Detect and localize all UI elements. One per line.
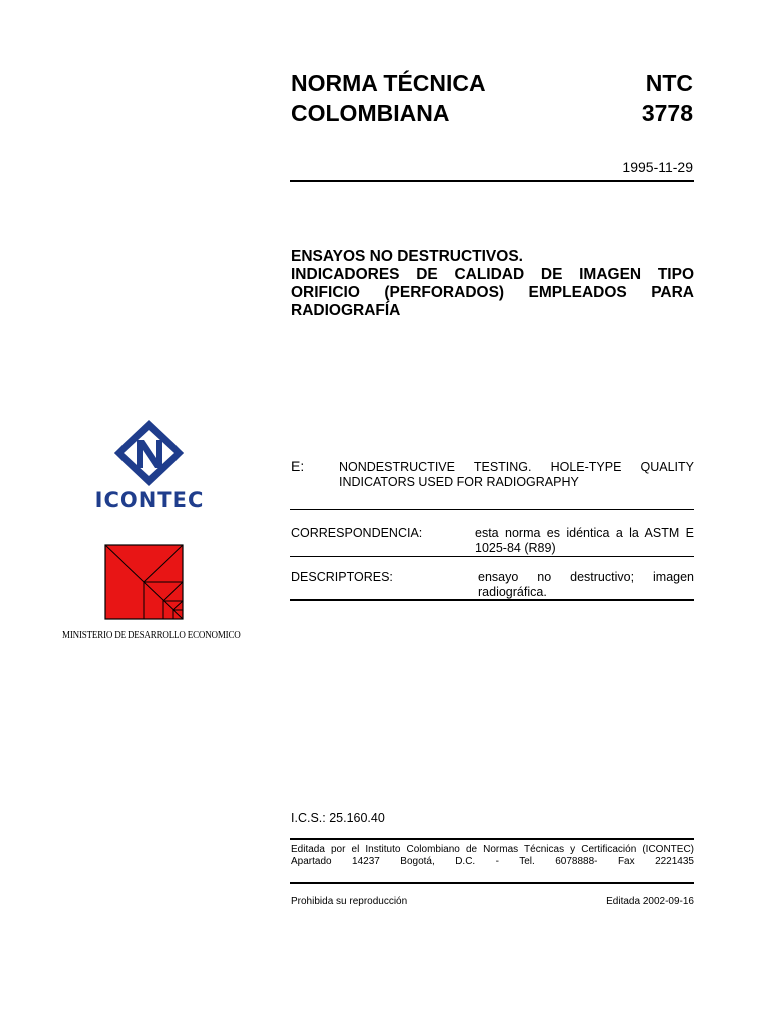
english-divider xyxy=(290,509,694,510)
descriptores-divider xyxy=(290,599,694,601)
reproduction-notice: Prohibida su reproducción xyxy=(291,896,408,907)
subject-line-4: RADIOGRAFÍA xyxy=(291,302,401,319)
edition-info xyxy=(291,844,694,868)
correspondencia-line-1: esta norma es idéntica a la ASTM E xyxy=(475,526,694,540)
english-line-2: INDICATORS USED FOR RADIOGRAPHY xyxy=(339,475,579,489)
ics-code: I.C.S.: 25.160.40 xyxy=(291,811,385,825)
ics-divider xyxy=(290,838,694,840)
subject-line-1: ENSAYOS NO DESTRUCTIVOS. xyxy=(291,248,523,265)
document-title xyxy=(291,68,486,128)
english-line-1: NONDESTRUCTIVE TESTING. HOLE-TYPE QUALITY xyxy=(339,460,694,474)
subject-line-3: ORIFICIO (PERFORADOS) EMPLEADOS PARA xyxy=(291,284,694,301)
edition-date: Editada 2002-09-16 xyxy=(606,896,694,907)
icontec-logo xyxy=(92,418,207,513)
code-line-1: NTC xyxy=(645,70,693,96)
descriptores-line-1: ensayo no destructivo; imagen xyxy=(478,570,694,584)
correspondencia-label: CORRESPONDENCIA: xyxy=(291,526,423,540)
descriptores-label: DESCRIPTORES: xyxy=(291,570,393,584)
edition-line-2: Apartado 14237 Bogotá, D.C. - Tel. 6078888- Fax 2221435 xyxy=(291,856,694,867)
english-label: E: xyxy=(291,458,305,474)
header-divider xyxy=(290,180,694,182)
document-date: 1995-11-29 xyxy=(622,159,693,175)
descriptores-line-2: radiográfica. xyxy=(478,585,547,599)
english-title xyxy=(339,460,694,490)
edition-divider xyxy=(290,882,694,884)
edition-line-1: Editada por el Instituto Colombiano de Normas Técnicas y Certificación (ICONTEC) xyxy=(291,844,694,855)
title-line-1: NORMA TÉCNICA xyxy=(291,70,486,96)
document-subject xyxy=(291,248,694,320)
ministry-logo-icon xyxy=(104,544,184,620)
title-line-2: COLOMBIANA xyxy=(291,100,450,126)
icontec-emblem-icon xyxy=(92,418,207,488)
correspondencia-value xyxy=(475,526,694,556)
standard-code xyxy=(642,68,693,128)
correspondencia-line-2: 1025-84 (R89) xyxy=(475,541,556,555)
icontec-wordmark: ICONTEC xyxy=(94,488,205,512)
subject-line-2: INDICADORES DE CALIDAD DE IMAGEN TIPO xyxy=(291,266,694,283)
ministry-name: MINISTERIO DE DESARROLLO ECONOMICO xyxy=(62,630,241,641)
correspondencia-divider xyxy=(290,556,694,557)
code-line-2: 3778 xyxy=(641,100,693,126)
descriptores-value xyxy=(478,570,694,600)
